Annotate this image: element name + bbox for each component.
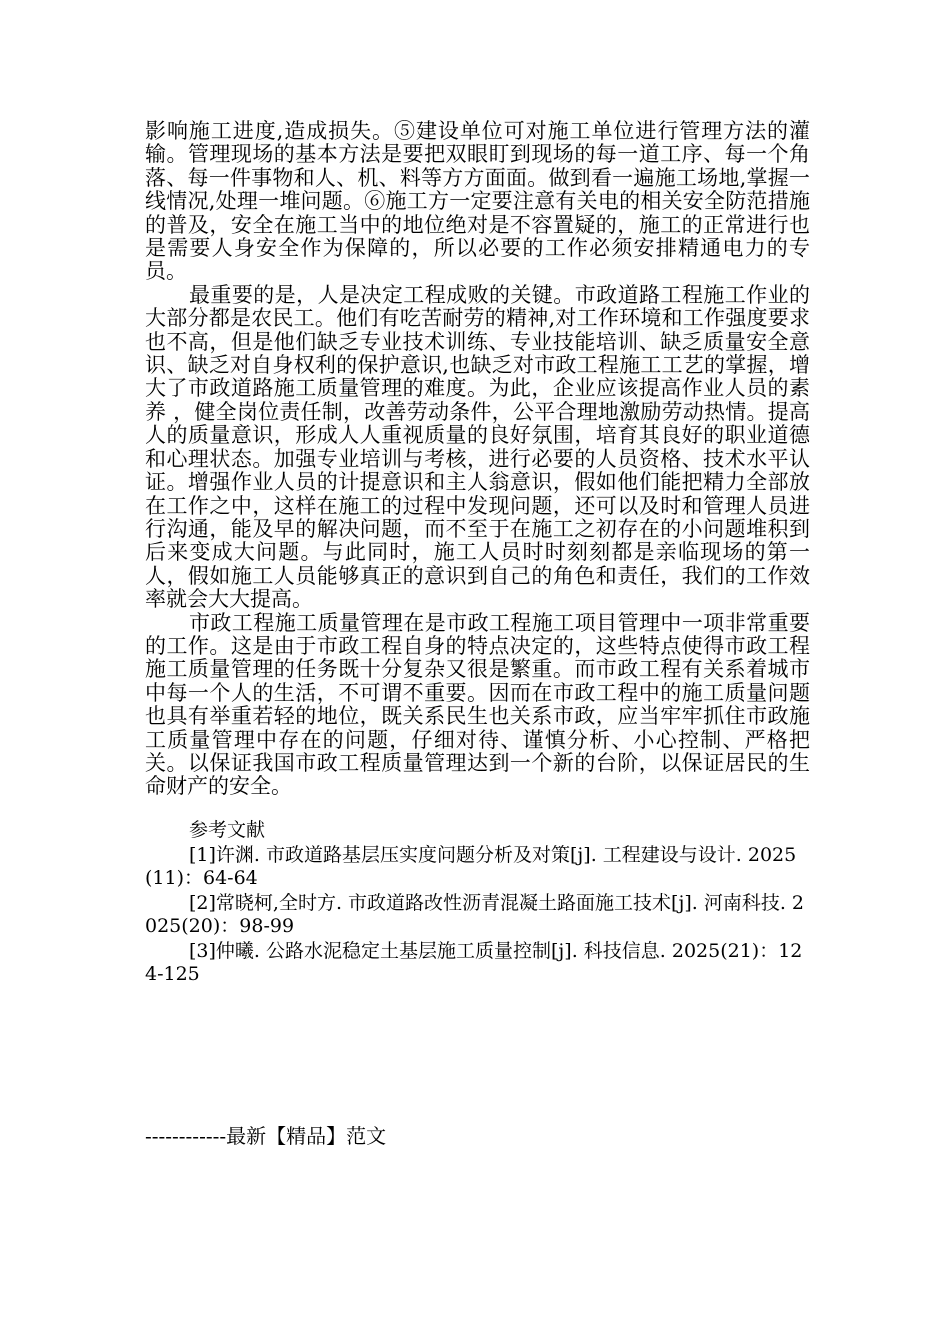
body-paragraph-1: 影响施工进度,造成损失。⑤建设单位可对施工单位进行管理方法的灌输。管理现场的基本方法是要把双眼盯到现场的每一道工序、每一个角落、每一件事物和人、机、料等方方面面。做到看一遍施工场地,掌握一线情况,处理一堆问题。⑥施工方一定要注意有关电的相关安全防范措施的普及，安全在施工当中的地位绝对是不容置疑的，施工的正常进行也是需要人身安全作为保障的，所以必要的工作必须安排精通电力的专员。 bbox=[145, 119, 810, 284]
body-paragraph-3: 市政工程施工质量管理在是市政工程施工项目管理中一项非常重要的工作。这是由于市政工程自身的特点决定的，这些特点使得市政工程施工质量管理的任务既十分复杂又很是繁重。而市政工程有关系着城市中每一个人的生活，不可谓不重要。因而在市政工程中的施工质量问题也具有举重若轻的地位，既关系民生也关系市政，应当牢牢抓住市政施工质量管理中存在的问题，仔细对待、谨慎分析、小心控制、严格把关。以保证我国市政工程质量管理达到一个新的台阶，以保证居民的生命财产的安全。 bbox=[145, 610, 810, 799]
footer-tagline: ------------最新【精品】范文 bbox=[145, 1124, 387, 1148]
reference-item-1: [1]许渊. 市政道路基层压实度问题分析及对策[j]. 工程建设与设计. 2025(11)：64-64 bbox=[145, 843, 797, 889]
document-body bbox=[145, 120, 810, 986]
reference-item-2: [2]常晓柯,全时方. 市政道路改性沥青混凝土路面施工技术[j]. 河南科技. 2025(20)：98-99 bbox=[145, 891, 804, 937]
references-heading: 参考文献 bbox=[189, 818, 266, 841]
reference-item-3: [3]仲曦. 公路水泥稳定土基层施工质量控制[j]. 科技信息. 2025(21)：124-125 bbox=[145, 939, 803, 985]
body-paragraph-2: 最重要的是，人是决定工程成败的关键。市政道路工程施工作业的大部分都是农民工。他们有吃苦耐劳的精神,对工作环境和工作强度要求也不高，但是他们缺乏专业技术训练、专业技能培训、缺乏质量安全意识、缺乏对自身权利的保护意识,也缺乏对市政工程施工工艺的掌握，增大了市政道路施工质量管理的难度。为此，企业应该提高作业人员的素养 ，健全岗位责任制，改善劳动条件，公平合理地激励劳动热情。提高人的质量意识，形成人人重视质量的良好氛围，培育其良好的职业道德和心理状态。加强专业培训与考核，进行必要的人员资格、技术水平认证。增强作业人员的计提意识和主人翁意识，假如他们能把精力全部放在工作之中，这样在施工的过程中发现问题，还可以及时和管理人员进行沟通，能及早的解决问题，而不至于在施工之初存在的小问题堆积到后来变成大问题。与此同时，施工人员时时刻刻都是亲临现场的第一人，假如施工人员能够真正的意识到自己的角色和责任，我们的工作效率就会大大提高。 bbox=[145, 282, 810, 612]
references-section bbox=[145, 819, 810, 986]
